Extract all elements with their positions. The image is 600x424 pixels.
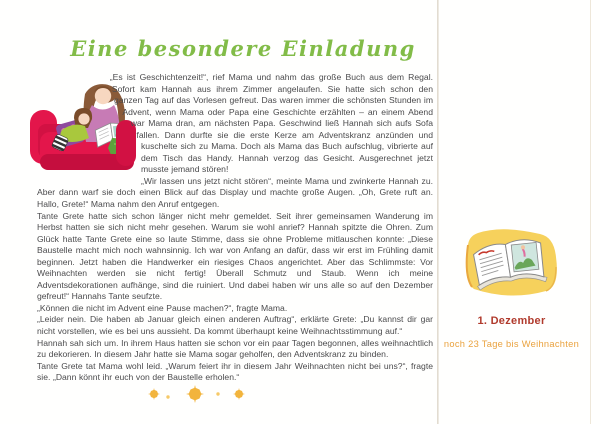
story-paragraph: Tante Grete tat Mama wohl leid. „Warum feiert ihr in diesem Jahr Weihnachten nicht bei uns?“, fragte sie. „Dann könnt ihr euch von der Baustelle erholen.“ xyxy=(37,360,433,383)
story-paragraph: Hannah sah sich um. In ihrem Haus hatten sie schon vor ein paar Tagen begonnen, alles weihnachtlich zu dekorieren. In diesem Jahr hatte sie Mama sogar geholfen, den Adventskranz zu binden. xyxy=(37,337,433,360)
story-paragraph: Tante Grete hatte sich schon länger nicht mehr gemeldet. Seit ihrer gemeinsamen Wanderung im Herbst hatten sie sich nicht mehr gesehen. Warum sie wohl anrief? Hannah spitzte die Ohren. Zum Glück hatte Tante Grete eine so laute Stimme, dass sie ohne Probleme mitlauschen konnte: „Diese Baustelle macht mich noch wahnsinnig. Ich war von Anfang an dafür, dass wir erst im Frühling damit beginnen. Jetzt haben die Handwerker ein riesiges Chaos angerichtet. Aber das Schlimmste: Vor Weihnachten werden sie nicht fertig! Überall Schmutz und Staub. Wenn ich meine Adventsdekorationen aufhänge, sind die ruiniert. Und dabei haben wir uns alle so auf den Dezember gefreut!“ Hannahs Tante seufzte. xyxy=(37,210,433,302)
story-paragraph: „Können die nicht im Advent eine Pause machen?“, fragte Mama. xyxy=(37,302,288,313)
story-text-block xyxy=(37,72,433,384)
story-paragraph: „Es ist Geschichtenzeit!“, rief Mama und nahm das große Buch aus dem Regal. Sofort kam Hannah aus ihrem Zimmer angelaufen. Sie hatte sich schon den ganzen Tag auf das Vorlesen gefreut. Das waren immer die schönsten Stunden im Advent, wenn Mama oder Papa eine Geschichte erzählten – an einem Abend war Mama dran, am nächsten Papa. Geschwind ließ Hannah sich aufs Sofa fallen. Dann durfte sie die erste Kerze am Adventskranz anzünden und kuschelte sich zu Mama. Doch als Mama das Buch aufschlug, vibrierte auf dem Tisch das Handy. Hannah verzog das Gesicht. Ausgerechnet jetzt musste jemand stören! xyxy=(109,72,433,175)
story-title: Eine besondere Einladung xyxy=(70,36,416,61)
christmas-countdown-label: noch 23 Tage bis Weihnachten xyxy=(443,339,580,349)
right-book-page xyxy=(439,0,600,424)
open-storybook-icon xyxy=(452,221,568,305)
advent-day-illustration xyxy=(452,221,568,305)
page-edge-line xyxy=(590,0,591,424)
gold-stars-icon xyxy=(148,384,252,404)
advent-date-label: 1. Dezember xyxy=(477,315,546,327)
story-paragraph: „Leider nein. Die haben ab Januar gleich einen anderen Auftrag“, erklärte Grete: „Du kannst dir gar nicht vorstellen, wie es bei uns aussieht. Da kommt überhaupt keine Weihnachtsstimmung auf.“ xyxy=(37,314,433,337)
story-paragraph: „Wir lassen uns jetzt nicht stören“, meinte Mama und zwinkerte Hannah zu. Aber dann warf sie doch einen Blick auf das Display und machte große Augen. „Oh, Grete ruft an. Hallo, Grete!“ Mama nahm den Anruf entgegen. xyxy=(37,175,433,210)
stars-divider xyxy=(148,384,252,404)
